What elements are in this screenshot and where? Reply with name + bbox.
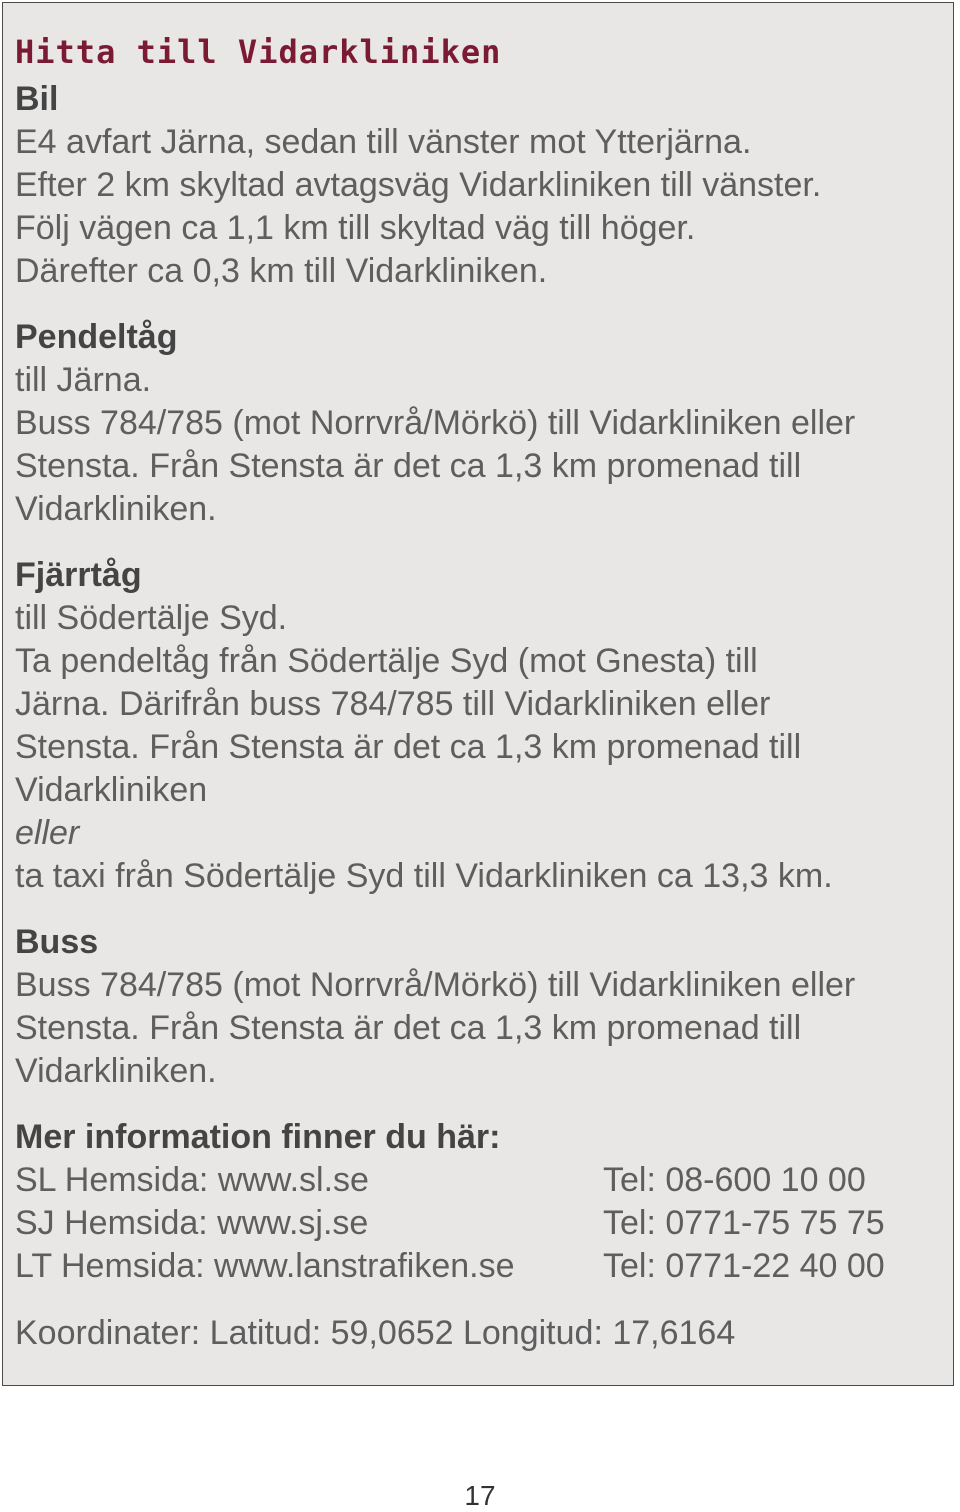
info-site: SJ Hemsida: www.sj.se [15, 1204, 369, 1242]
section-fjarrtag [15, 553, 953, 898]
text-line: Stensta. Från Stensta är det ca 1,3 km promenad till [15, 447, 802, 485]
info-tel: Tel: 08-600 10 00 [603, 1161, 866, 1199]
info-row [15, 1159, 953, 1202]
text-line: E4 avfart Järna, sedan till vänster mot Ytterjärna. [15, 123, 752, 161]
info-row [15, 1245, 953, 1288]
section-heading: Bil [15, 80, 59, 118]
section-heading: Fjärrtåg [15, 556, 142, 594]
text-line: Vidarkliniken. [15, 490, 217, 528]
info-heading: Mer information finner du här: [15, 1118, 501, 1156]
coordinates: Koordinater: Latitud: 59,0652 Longitud: 17,6164 [15, 1314, 736, 1352]
text-line: Följ vägen ca 1,1 km till skyltad väg till höger. [15, 209, 696, 247]
text-line: Järna. Därifrån buss 784/785 till Vidarkliniken eller [15, 685, 771, 723]
text-line: ta taxi från Södertälje Syd till Vidarkliniken ca 13,3 km. [15, 857, 833, 895]
page-title: Hitta till Vidarkliniken [15, 33, 502, 71]
text-line: Därefter ca 0,3 km till Vidarkliniken. [15, 252, 548, 290]
page-number: 17 [464, 1480, 496, 1511]
info-tel: Tel: 0771-22 40 00 [603, 1247, 885, 1285]
text-line: Stensta. Från Stensta är det ca 1,3 km promenad till [15, 728, 802, 766]
section-pendeltag [15, 315, 953, 531]
text-line: Efter 2 km skyltad avtagsväg Vidarkliniken till vänster. [15, 166, 822, 204]
text-line: till Södertälje Syd. [15, 599, 288, 637]
info-site: SL Hemsida: www.sl.se [15, 1161, 369, 1199]
section-buss [15, 920, 953, 1093]
info-site: LT Hemsida: www.lanstrafiken.se [15, 1247, 515, 1285]
text-line: till Järna. [15, 361, 152, 399]
info-section [15, 1115, 953, 1288]
text-line: Stensta. Från Stensta är det ca 1,3 km promenad till [15, 1009, 802, 1047]
info-tel: Tel: 0771-75 75 75 [603, 1204, 885, 1242]
section-bil [15, 77, 953, 293]
text-line: Vidarkliniken [15, 771, 208, 809]
section-heading: Buss [15, 923, 99, 961]
text-line: Vidarkliniken. [15, 1052, 217, 1090]
section-heading: Pendeltåg [15, 318, 178, 356]
text-line: Buss 784/785 (mot Norrvrå/Mörkö) till Vidarkliniken eller [15, 966, 856, 1004]
directions-box [2, 2, 954, 1386]
text-line-italic: eller [15, 814, 80, 852]
info-row [15, 1202, 953, 1245]
text-line: Buss 784/785 (mot Norrvrå/Mörkö) till Vidarkliniken eller [15, 404, 856, 442]
text-line: Ta pendeltåg från Södertälje Syd (mot Gnesta) till [15, 642, 758, 680]
